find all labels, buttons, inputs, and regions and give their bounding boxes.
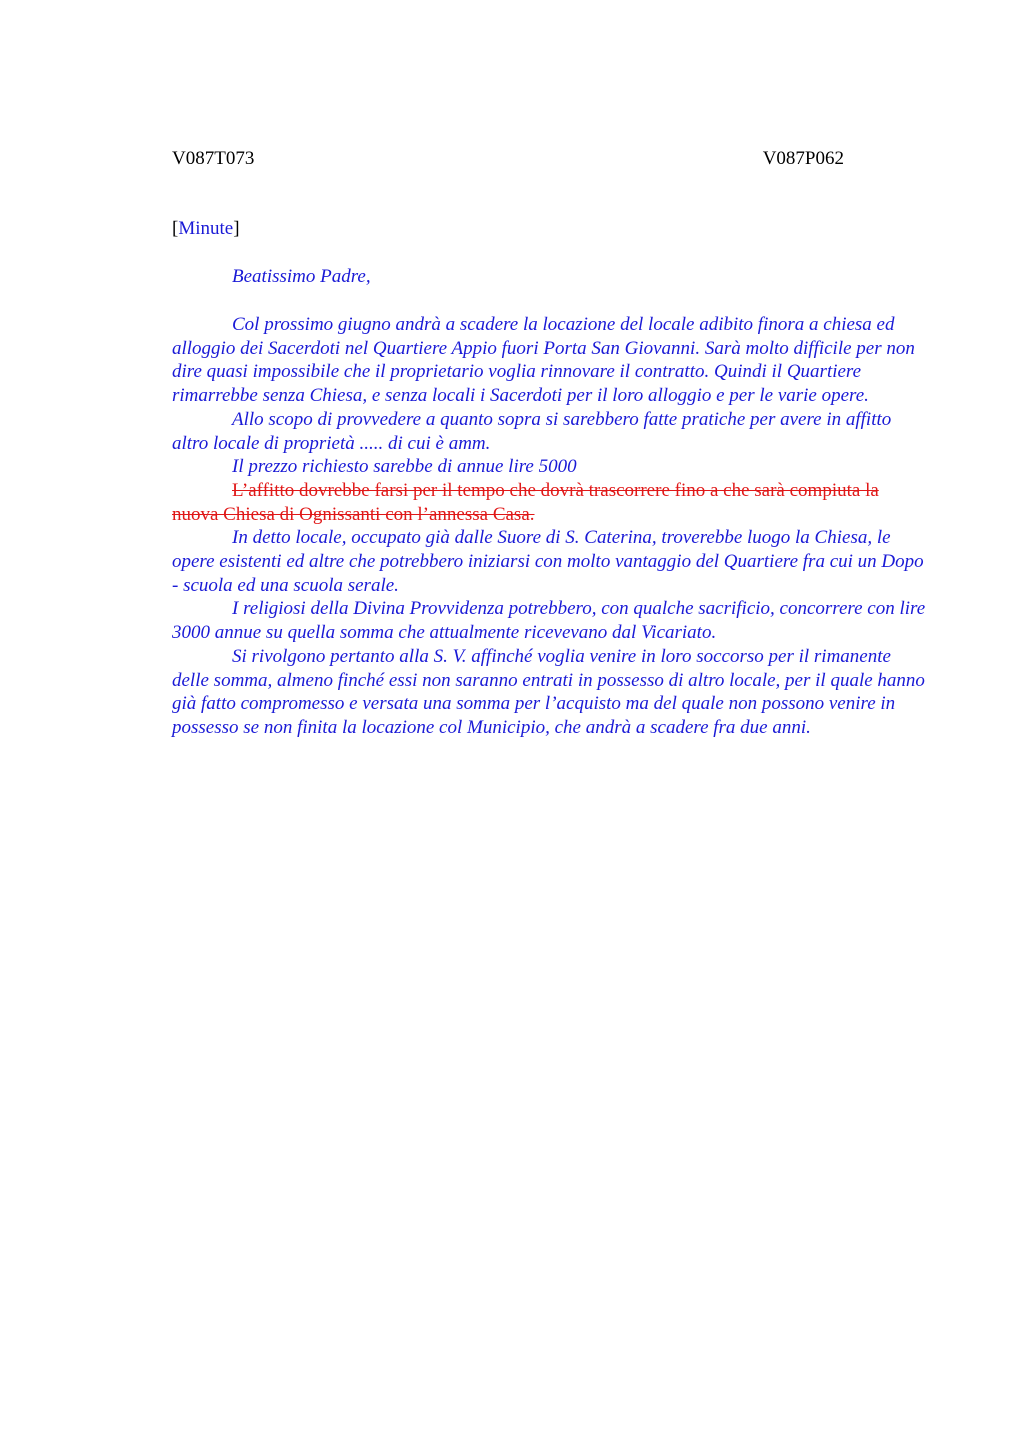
minute-close-bracket: ] xyxy=(233,218,240,239)
salutation: Beatissimo Padre, xyxy=(232,266,371,287)
letter-body xyxy=(172,313,926,740)
paragraph-price: Il prezzo richiesto sarebbe di annue lire 5000 xyxy=(232,456,577,478)
paragraph-location-expiry: Col prossimo giugno andrà a scadere la locazione del locale adibito finora a chiesa ed alloggio dei Sacerdoti nel Quartiere Appio fuori Porta San Giovanni. Sarà molto difficile per non dire quasi impossibile che il proprietario voglia rinnovare il contratto. Quindi il Quartiere rimarrebbe senza Chiesa, e senza locali i Sacerdoti per il loro alloggio e per le varie opere. xyxy=(172,314,915,407)
reference-header xyxy=(172,148,844,170)
paragraph-premises-use: In detto locale, occupato già dalle Suore di S. Caterina, troverebbe luogo la Chiesa, le opere esistenti ed altre che potrebbero iniziarsi con molto vantaggio del Quartiere fra cui un Dopo - scuola ed una scuola serale. xyxy=(172,527,924,596)
minute-label xyxy=(172,218,240,240)
minute-open-bracket: [ xyxy=(172,218,179,239)
reference-code-right: V087P062 xyxy=(762,148,844,169)
paragraph-new-premises: Allo scopo di provvedere a quanto sopra si sarebbero fatte pratiche per avere in affitto altro locale di proprietà ..... di cui è amm. xyxy=(172,408,892,454)
minute-word: Minute xyxy=(178,218,234,239)
reference-code-left: V087T073 xyxy=(172,148,255,169)
paragraph-contribution: I religiosi della Divina Provvidenza potrebbero, con qualche sacrificio, concorrere con lire 3000 annue su quella somma che attualmente ricevevano dal Vicariato. xyxy=(172,598,926,644)
paragraph-deleted-rent-duration: L’affitto dovrebbe farsi per il tempo che dovrà trascorrere fino a che sarà compiuta la nuova Chiesa di Ognissanti con l’annessa Casa. xyxy=(172,479,879,525)
paragraph-request: Si rivolgono pertanto alla S. V. affinché voglia venire in loro soccorso per il rimanente delle somma, almeno finché essi non saranno entrati in possesso di altro locale, per il quale hanno già fatto compromesso e versata una somma per l’acquisto ma del quale non possono venire in possesso se non finita la locazione col Municipio, che andrà a scadere fra due anni. xyxy=(172,645,925,738)
